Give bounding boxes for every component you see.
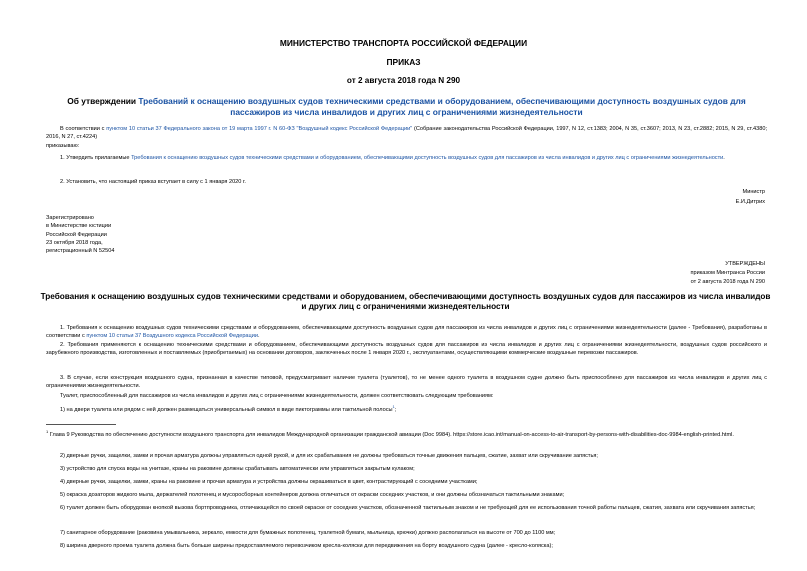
approved-line-3: от 2 августа 2018 года N 290 — [690, 278, 765, 285]
list-item-5: 5) окраска дозаторов жидкого мыла, держателей полотенец и мусоросборных контейнеров должна отличаться от окраски соседних участков, и они должны обозначаться тактильными знаками; — [60, 492, 565, 498]
list-item-2: 2) дверные ручки, защелки, замки и прочая арматура должны управляться одной рукой, и для их срабатывания не должны требоваться точные движения пальцев, сжатие, захват или скручивание запястья; — [60, 453, 598, 459]
order-heading: ПРИКАЗ — [386, 57, 421, 67]
paragraph-1-end: . — [258, 332, 260, 339]
list-item-4: 4) дверные ручки, защелки, замки, краны на раковине и прочая арматура и устройства должны окрашиваться в цвет, контрастирующий с соседними участками; — [60, 479, 478, 485]
intro-text-1: В соответствии с — [60, 126, 107, 132]
registration-line-5: регистрационный N 52504 — [46, 248, 115, 255]
air-code-point-link[interactable]: пунктом 10 статьи 37 Воздушного кодекса Российской Федерации — [86, 332, 258, 339]
paragraph-5-end: ; — [394, 406, 397, 413]
document-title — [44, 96, 769, 117]
registration-line-4: 23 октября 2018 года, — [46, 239, 103, 246]
footnote-text: Глава 9 Руководства по обеспечению доступности воздушного транспорта для инвалидов Международной организации гражданской авиации (Doc 9984). https://store.icao.int/manual-on-access-to-air-transport-by-persons-with-disabilities-doc-9984-english-printed.html. — [48, 431, 734, 438]
intro-paragraph — [46, 126, 767, 142]
item-1 — [46, 155, 767, 163]
footnote-divider — [46, 424, 116, 425]
footnote-mark: 1 — [46, 429, 49, 434]
list-item-6: 6) туалет должен быть оборудован кнопкой вызова бортпроводника, отличающейся по своей окраске от соседних участков, обозначенной тактильным знаком и не требующей для ее использования точной работы пальцев, сжатия, захвата или скручивания запястья; — [60, 505, 756, 511]
registration-line-1: Зарегистрировано — [46, 215, 94, 221]
paragraph-2: 2. Требования применяются к оснащению техническими средствами и оборудованием, обеспечивающими доступность воздушных судов для пассажиров из числа инвалидов и других лиц с ограничениями жизнедеятельности, воздушных судов российского и зарубежного производства, изготовленных и поставляемых (приобретаемых) на основании договоров, заключенных после 1 января 2020 г., эксплуатантами, осуществляющими коммерческие воздушные перевозки пассажиров. — [46, 342, 767, 356]
order-word: приказываю: — [46, 143, 80, 149]
signature-block — [736, 188, 765, 206]
paragraph-3: 3. В случае, если конструкция воздушного судна, признанная в качестве типовой, предусматривает наличие туалета (туалетов), то не менее одного туалета в воздушном судне должно быть приспособлено для пассажиров из числа инвалидов и других лиц с ограничениями жизнедеятельности. — [46, 375, 767, 389]
requirements-title: Требования к оснащению воздушных судов техническими средствами и оборудованием, обеспечивающими доступность воздушных судов для пассажиров из числа инвалидов и других лиц с ограничениями жизнедеятельности — [40, 292, 771, 312]
intro-text-2: (Собрание законодательства Российской Федерации, 1997, N 12, ст.1383; 2004, N 35, ст.3607; 2013, N 23, ст.2882; 2015, N 29, ст.4380; 2016, N 27, ст.4224) — [46, 126, 768, 140]
list-item-8: 8) ширина дверного проема туалета должна быть больше ширины предоставляемого перевозчиком кресла-коляски для передвижения на борту воздушного судна (далее - кресло-коляска); — [60, 543, 553, 549]
signature-position: Министр — [742, 189, 765, 195]
paragraph-4: Туалет, приспособленный для пассажиров из числа инвалидов и других лиц с ограничениями жизнедеятельности, должен соответствовать следующим требованиям: — [60, 393, 494, 399]
approved-line-1: УТВЕРЖДЕНЫ — [725, 261, 765, 267]
air-code-link[interactable]: пунктом 10 статьи 37 Федерального закона от 19 марта 1997 г. N 60-ФЗ "Воздушный кодекс Российской Федерации" — [106, 126, 413, 132]
title-link[interactable]: Требований к оснащению воздушных судов техническими средствами и оборудованием, обеспечивающими доступность воздушных судов для пассажиров из числа инвалидов и других лиц с ограничениями жизнедеятельности — [138, 96, 746, 117]
approved-line-2: приказом Минтранса России — [690, 269, 765, 276]
registration-line-2: в Министерстве юстиции — [46, 223, 112, 230]
title-prefix: Об утверждении — [67, 96, 139, 106]
ministry-heading: МИНИСТЕРСТВО ТРАНСПОРТА РОССИЙСКОЙ ФЕДЕРАЦИИ — [279, 38, 528, 48]
list-item-7: 7) санитарное оборудование (раковина умывальника, зеркало, емкости для бумажных полотенец, туалетной бумаги, мыльница, крючки) должно располагаться на высоте от 700 до 1100 мм; — [60, 530, 556, 536]
paragraph-5 — [46, 403, 767, 415]
item-1-prefix: 1. Утвердить прилагаемые — [60, 155, 132, 161]
paragraph-1 — [46, 325, 767, 341]
registration-line-3: Российской Федерации — [46, 231, 107, 238]
item-2: 2. Установить, что настоящий приказ вступает в силу с 1 января 2020 г. — [60, 179, 246, 185]
signature-name: Е.И.Дитрих — [735, 199, 765, 205]
list-item-3: 3) устройство для спуска воды на унитазе, краны на раковине должны срабатывать автоматически или управляться закрытым кулаком; — [60, 466, 415, 472]
paragraph-5-text: 1) на двери туалета или рядом с ней должен размещаться универсальный символ в виде пиктограммы или тактильной полосы — [60, 406, 393, 413]
approved-block — [690, 260, 765, 286]
item-1-suffix: . — [723, 155, 725, 161]
footnote-ref[interactable]: 1 — [392, 404, 395, 409]
footnote — [46, 427, 767, 440]
requirements-link[interactable]: Требования к оснащению воздушных судов техническими средствами и оборудованием, обеспечивающими доступность воздушных судов для пассажиров из числа инвалидов и других лиц с ограничениями жизнедеятельности — [131, 155, 724, 161]
order-date: от 2 августа 2018 года N 290 — [346, 76, 461, 85]
paragraph-1-text: 1. Требования к оснащению воздушных судов техническими средствами и оборудованием, обеспечивающими доступность воздушных судов для пассажиров из числа инвалидов и других лиц с ограничениями жизнедеятельности (далее - Требования), разработаны в соответствии с — [46, 325, 767, 339]
registration-block — [46, 214, 114, 255]
